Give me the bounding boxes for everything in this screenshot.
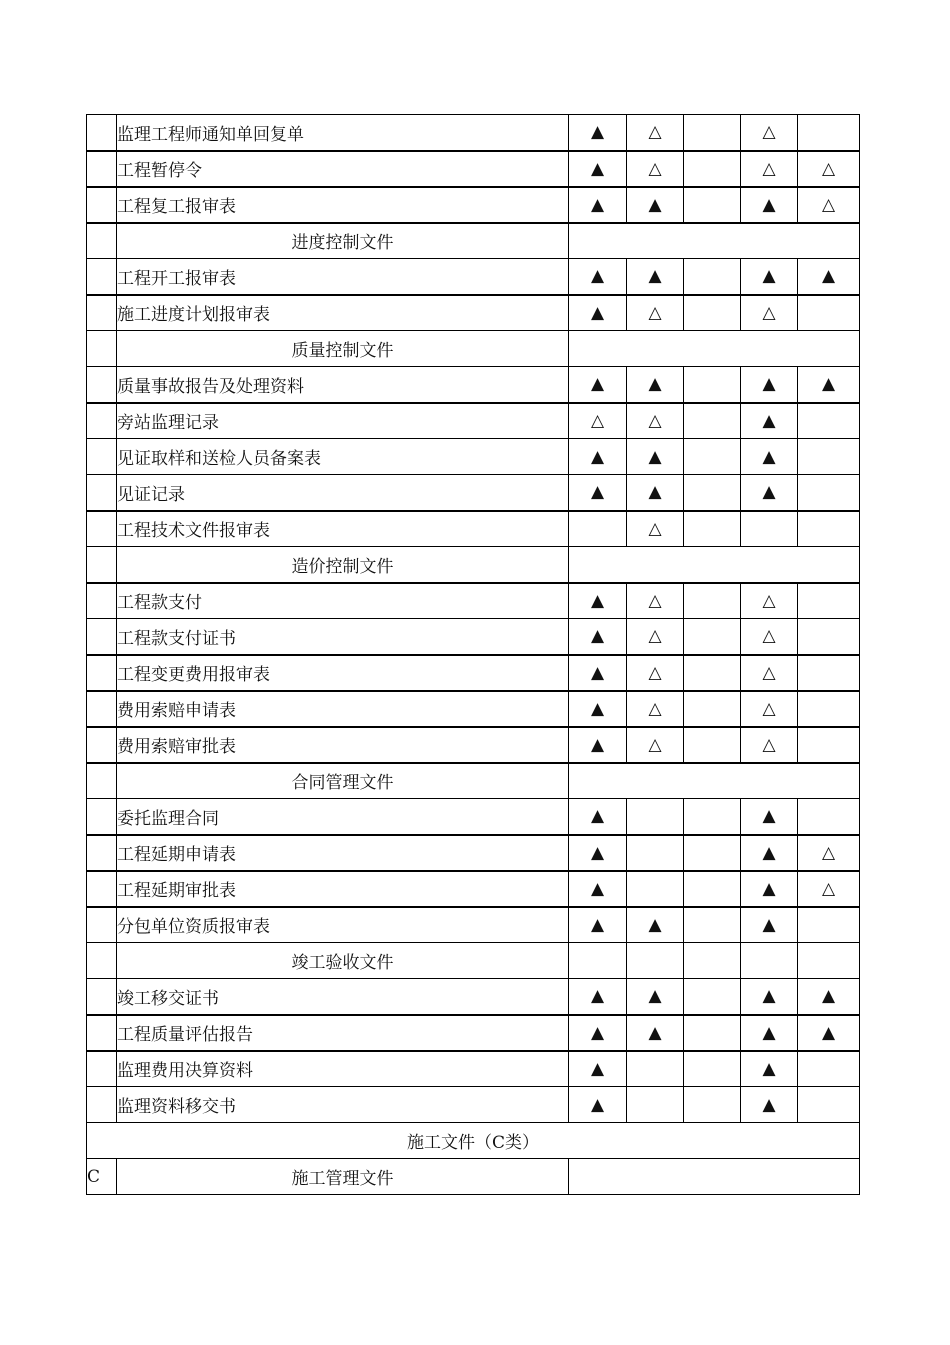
mark-cell-col1 — [569, 943, 627, 979]
document-name-cell: 监理费用决算资料 — [117, 1051, 569, 1087]
mark-cell-col3 — [684, 1015, 741, 1051]
mark-cell-col3 — [684, 835, 741, 871]
mark-cell-col5: ▲ — [798, 979, 860, 1015]
mark-cell-col5: ▲ — [798, 367, 860, 403]
mark-cell-col5 — [798, 907, 860, 943]
mark-cell-col1 — [569, 511, 627, 547]
document-name-cell: 委托监理合同 — [117, 799, 569, 835]
group-header-row — [87, 1159, 860, 1195]
archive-classification-table — [86, 114, 860, 1195]
mark-cell-col2: ▲ — [627, 259, 684, 295]
mark-cell-col5 — [798, 295, 860, 331]
section-header-row — [87, 1123, 860, 1159]
row-index-cell — [87, 871, 117, 907]
document-name-cell: 工程质量评估报告 — [117, 1015, 569, 1051]
mark-cell-col1: △ — [569, 403, 627, 439]
document-name-cell: 费用索赔申请表 — [117, 691, 569, 727]
group-empty-cell — [569, 223, 860, 259]
mark-cell-col1: ▲ — [569, 691, 627, 727]
mark-cell-col4: △ — [741, 691, 798, 727]
mark-cell-col4: ▲ — [741, 367, 798, 403]
table-row — [87, 295, 860, 331]
row-index-cell — [87, 979, 117, 1015]
row-index-cell — [87, 151, 117, 187]
document-name-cell: 工程技术文件报审表 — [117, 511, 569, 547]
mark-cell-col5: △ — [798, 871, 860, 907]
row-index-cell — [87, 799, 117, 835]
mark-cell-col1: ▲ — [569, 115, 627, 151]
mark-cell-col4: ▲ — [741, 187, 798, 223]
table-row — [87, 907, 860, 943]
group-empty-cell — [569, 331, 860, 367]
mark-cell-col3 — [684, 871, 741, 907]
table-row — [87, 403, 860, 439]
document-name-cell: 质量事故报告及处理资料 — [117, 367, 569, 403]
table-row — [87, 1015, 860, 1051]
mark-cell-col3 — [684, 259, 741, 295]
mark-cell-col2: ▲ — [627, 979, 684, 1015]
mark-cell-col5: ▲ — [798, 1015, 860, 1051]
table-row — [87, 367, 860, 403]
document-name-cell: 工程变更费用报审表 — [117, 655, 569, 691]
mark-cell-col2: △ — [627, 619, 684, 655]
mark-cell-col2: △ — [627, 295, 684, 331]
mark-cell-col4: △ — [741, 619, 798, 655]
mark-cell-col4: ▲ — [741, 835, 798, 871]
mark-cell-col4: ▲ — [741, 871, 798, 907]
mark-cell-col1: ▲ — [569, 1087, 627, 1123]
row-index-cell — [87, 187, 117, 223]
mark-cell-col2 — [627, 835, 684, 871]
document-name-cell: 旁站监理记录 — [117, 403, 569, 439]
document-name-cell: 施工进度计划报审表 — [117, 295, 569, 331]
group-empty-cell — [569, 1159, 860, 1195]
mark-cell-col1: ▲ — [569, 439, 627, 475]
mark-cell-col4: ▲ — [741, 979, 798, 1015]
table-row — [87, 511, 860, 547]
table-row — [87, 583, 860, 619]
mark-cell-col3 — [684, 619, 741, 655]
table-row — [87, 727, 860, 763]
mark-cell-col4: ▲ — [741, 1015, 798, 1051]
group-title-cell: 质量控制文件 — [117, 331, 569, 367]
mark-cell-col4: ▲ — [741, 259, 798, 295]
mark-cell-col2: △ — [627, 115, 684, 151]
mark-cell-col4: △ — [741, 583, 798, 619]
document-name-cell: 工程款支付 — [117, 583, 569, 619]
document-name-cell: 工程款支付证书 — [117, 619, 569, 655]
mark-cell-col3 — [684, 475, 741, 511]
mark-cell-col2 — [627, 1087, 684, 1123]
document-name-cell: 见证取样和送检人员备案表 — [117, 439, 569, 475]
mark-cell-col2 — [627, 799, 684, 835]
mark-cell-col2 — [627, 943, 684, 979]
group-title-cell: 合同管理文件 — [117, 763, 569, 799]
mark-cell-col2: △ — [627, 727, 684, 763]
group-empty-cell — [569, 763, 860, 799]
document-name-cell: 工程复工报审表 — [117, 187, 569, 223]
row-index-cell — [87, 763, 117, 799]
document-name-cell: 竣工移交证书 — [117, 979, 569, 1015]
table-row — [87, 1087, 860, 1123]
row-index-cell — [87, 511, 117, 547]
row-index-cell — [87, 259, 117, 295]
row-index-cell — [87, 583, 117, 619]
mark-cell-col1: ▲ — [569, 187, 627, 223]
mark-cell-col4: △ — [741, 727, 798, 763]
row-index-cell — [87, 1087, 117, 1123]
row-index-cell — [87, 547, 117, 583]
group-title-cell: 进度控制文件 — [117, 223, 569, 259]
mark-cell-col2: ▲ — [627, 1015, 684, 1051]
mark-cell-col1: ▲ — [569, 979, 627, 1015]
mark-cell-col2: ▲ — [627, 439, 684, 475]
mark-cell-col1: ▲ — [569, 907, 627, 943]
mark-cell-col1: ▲ — [569, 295, 627, 331]
mark-cell-col3 — [684, 115, 741, 151]
mark-cell-col3 — [684, 799, 741, 835]
table-row — [87, 871, 860, 907]
table-row — [87, 1051, 860, 1087]
table-row — [87, 115, 860, 151]
mark-cell-col3 — [684, 979, 741, 1015]
mark-cell-col2: ▲ — [627, 475, 684, 511]
row-index-cell — [87, 907, 117, 943]
mark-cell-col4: ▲ — [741, 1051, 798, 1087]
mark-cell-col1: ▲ — [569, 799, 627, 835]
table-row — [87, 799, 860, 835]
document-name-cell: 分包单位资质报审表 — [117, 907, 569, 943]
group-title-cell: 竣工验收文件 — [117, 943, 569, 979]
table-row — [87, 691, 860, 727]
table-row — [87, 187, 860, 223]
mark-cell-col3 — [684, 1051, 741, 1087]
row-index-cell — [87, 1051, 117, 1087]
row-index-cell — [87, 475, 117, 511]
row-index-cell — [87, 619, 117, 655]
mark-cell-col5: △ — [798, 187, 860, 223]
group-header-row — [87, 547, 860, 583]
mark-cell-col3 — [684, 907, 741, 943]
mark-cell-col1: ▲ — [569, 367, 627, 403]
mark-cell-col4: ▲ — [741, 1087, 798, 1123]
table-row — [87, 151, 860, 187]
mark-cell-col5 — [798, 1051, 860, 1087]
mark-cell-col3 — [684, 583, 741, 619]
document-name-cell: 工程延期申请表 — [117, 835, 569, 871]
mark-cell-col2: ▲ — [627, 907, 684, 943]
mark-cell-col1: ▲ — [569, 835, 627, 871]
row-index-cell — [87, 943, 117, 979]
mark-cell-col4: ▲ — [741, 907, 798, 943]
mark-cell-col5 — [798, 583, 860, 619]
mark-cell-col1: ▲ — [569, 259, 627, 295]
mark-cell-col3 — [684, 187, 741, 223]
row-index-cell — [87, 295, 117, 331]
group-empty-cell — [569, 547, 860, 583]
mark-cell-col4: ▲ — [741, 403, 798, 439]
mark-cell-col5 — [798, 619, 860, 655]
row-index-cell — [87, 655, 117, 691]
mark-cell-col2: ▲ — [627, 187, 684, 223]
mark-cell-col3 — [684, 439, 741, 475]
mark-cell-col2: △ — [627, 511, 684, 547]
mark-cell-col3 — [684, 1087, 741, 1123]
mark-cell-col2 — [627, 871, 684, 907]
group-header-row — [87, 763, 860, 799]
row-index-cell — [87, 367, 117, 403]
mark-cell-col1: ▲ — [569, 475, 627, 511]
row-index-cell — [87, 223, 117, 259]
mark-cell-col5 — [798, 511, 860, 547]
mark-cell-col5: △ — [798, 835, 860, 871]
group-title-cell: 造价控制文件 — [117, 547, 569, 583]
group-header-row — [87, 943, 860, 979]
mark-cell-col2: △ — [627, 151, 684, 187]
table-row — [87, 259, 860, 295]
mark-cell-col5: ▲ — [798, 259, 860, 295]
mark-cell-col4 — [741, 943, 798, 979]
table-row — [87, 979, 860, 1015]
document-name-cell: 费用索赔审批表 — [117, 727, 569, 763]
document-name-cell: 监理工程师通知单回复单 — [117, 115, 569, 151]
mark-cell-col1: ▲ — [569, 727, 627, 763]
mark-cell-col4 — [741, 511, 798, 547]
document-name-cell: 工程暂停令 — [117, 151, 569, 187]
row-index-cell — [87, 403, 117, 439]
mark-cell-col5 — [798, 403, 860, 439]
row-index-cell — [87, 691, 117, 727]
mark-cell-col5 — [798, 727, 860, 763]
mark-cell-col1: ▲ — [569, 583, 627, 619]
mark-cell-col3 — [684, 367, 741, 403]
mark-cell-col2: △ — [627, 691, 684, 727]
group-header-row — [87, 331, 860, 367]
mark-cell-col3 — [684, 151, 741, 187]
mark-cell-col5 — [798, 691, 860, 727]
mark-cell-col2: △ — [627, 403, 684, 439]
mark-cell-col1: ▲ — [569, 1015, 627, 1051]
mark-cell-col3 — [684, 691, 741, 727]
mark-cell-col4: △ — [741, 115, 798, 151]
row-index-cell — [87, 115, 117, 151]
table-row — [87, 475, 860, 511]
mark-cell-col5 — [798, 475, 860, 511]
mark-cell-col3 — [684, 655, 741, 691]
table-row — [87, 439, 860, 475]
mark-cell-col5 — [798, 799, 860, 835]
mark-cell-col4: △ — [741, 295, 798, 331]
mark-cell-col3 — [684, 727, 741, 763]
mark-cell-col5 — [798, 1087, 860, 1123]
mark-cell-col4: ▲ — [741, 475, 798, 511]
row-index-cell — [87, 835, 117, 871]
document-name-cell: 监理资料移交书 — [117, 1087, 569, 1123]
mark-cell-col2 — [627, 1051, 684, 1087]
mark-cell-col5 — [798, 943, 860, 979]
row-index-cell: C — [87, 1159, 117, 1195]
mark-cell-col2: ▲ — [627, 367, 684, 403]
mark-cell-col4: ▲ — [741, 799, 798, 835]
mark-cell-col3 — [684, 403, 741, 439]
document-name-cell: 工程延期审批表 — [117, 871, 569, 907]
mark-cell-col1: ▲ — [569, 151, 627, 187]
document-name-cell: 工程开工报审表 — [117, 259, 569, 295]
mark-cell-col1: ▲ — [569, 619, 627, 655]
mark-cell-col3 — [684, 943, 741, 979]
group-title-cell: 施工管理文件 — [117, 1159, 569, 1195]
row-index-cell — [87, 1015, 117, 1051]
group-header-row — [87, 223, 860, 259]
mark-cell-col2: △ — [627, 655, 684, 691]
row-index-cell — [87, 727, 117, 763]
mark-cell-col4: △ — [741, 655, 798, 691]
table-row — [87, 835, 860, 871]
row-index-cell — [87, 439, 117, 475]
mark-cell-col1: ▲ — [569, 1051, 627, 1087]
mark-cell-col3 — [684, 295, 741, 331]
mark-cell-col2: △ — [627, 583, 684, 619]
table-row — [87, 655, 860, 691]
section-title: 施工文件（C类） — [87, 1123, 860, 1159]
mark-cell-col5 — [798, 439, 860, 475]
mark-cell-col4: ▲ — [741, 439, 798, 475]
mark-cell-col3 — [684, 511, 741, 547]
row-index-cell — [87, 331, 117, 367]
mark-cell-col1: ▲ — [569, 871, 627, 907]
mark-cell-col5: △ — [798, 151, 860, 187]
mark-cell-col4: △ — [741, 151, 798, 187]
mark-cell-col5 — [798, 655, 860, 691]
table-row — [87, 619, 860, 655]
mark-cell-col1: ▲ — [569, 655, 627, 691]
mark-cell-col5 — [798, 115, 860, 151]
document-name-cell: 见证记录 — [117, 475, 569, 511]
